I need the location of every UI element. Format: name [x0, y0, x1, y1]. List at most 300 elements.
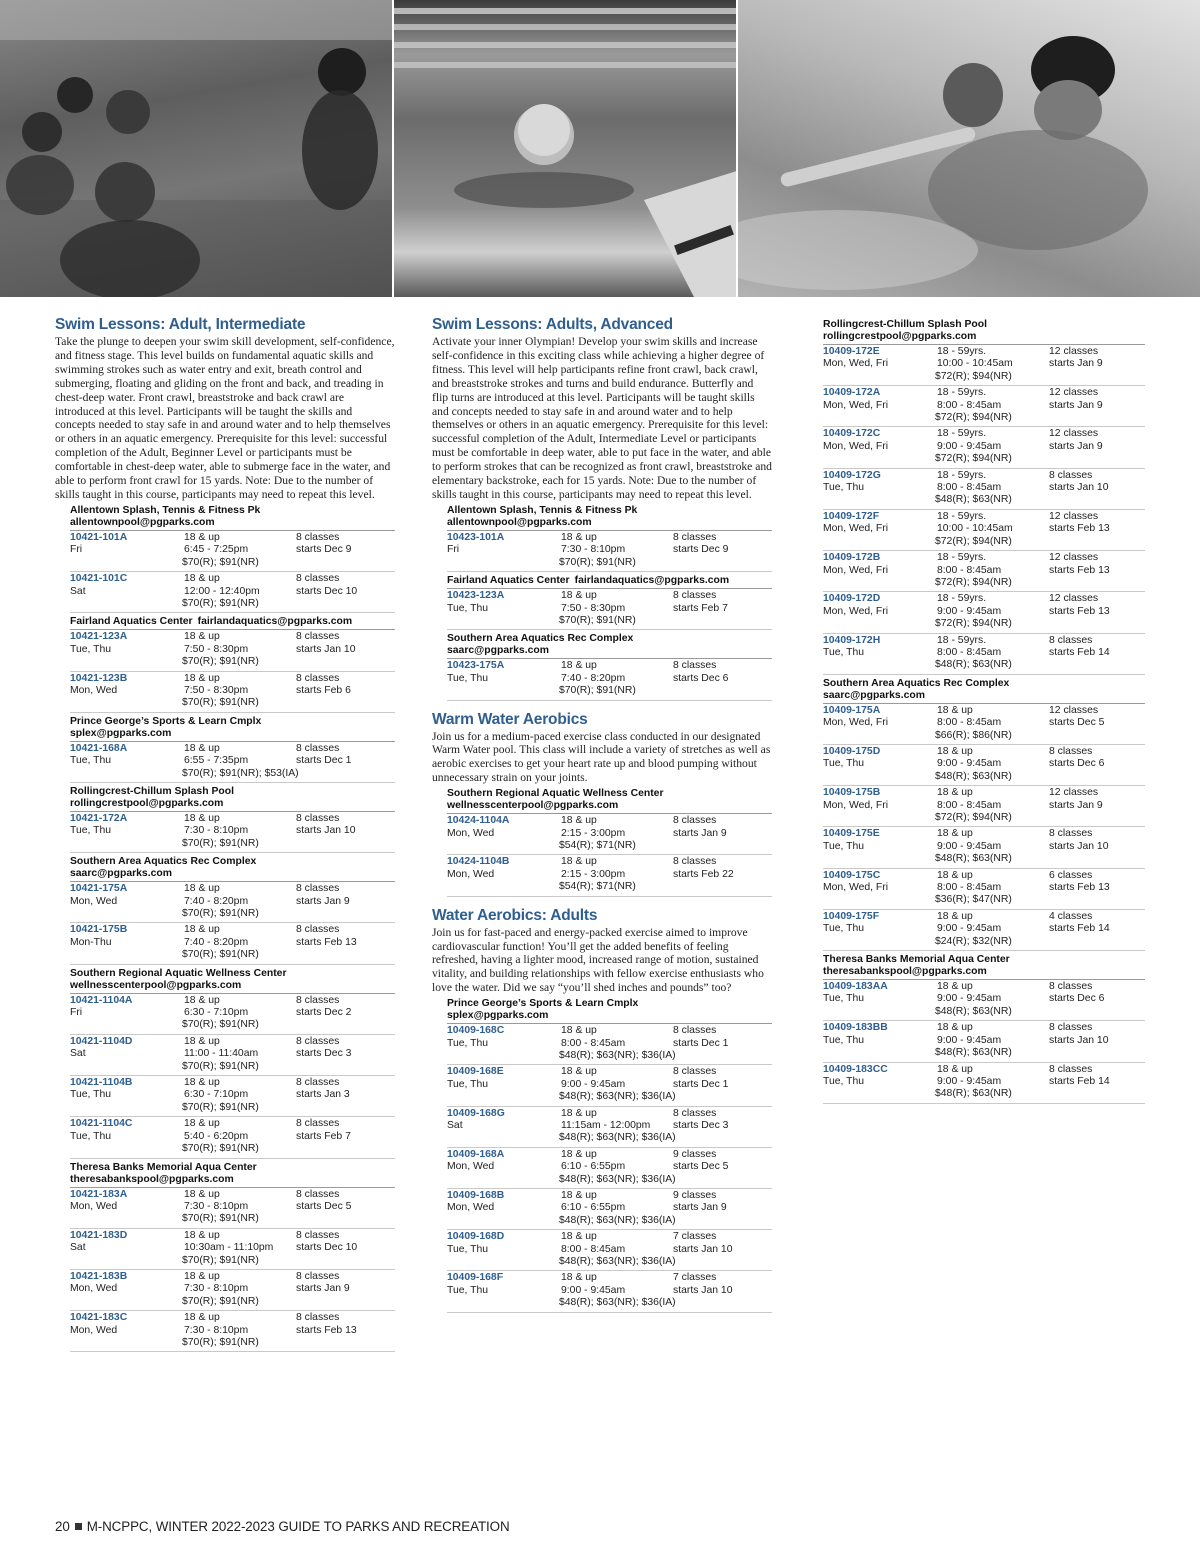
meeting-time: 7:50 - 8:30pm: [184, 684, 249, 696]
meeting-days: Sat: [70, 585, 86, 597]
fee: $70(R); $91(NR): [182, 1336, 259, 1348]
class-count: 8 classes: [296, 994, 340, 1006]
location-email[interactable]: splex@pgparks.com: [447, 1010, 549, 1022]
class-row-line-2: [70, 685, 395, 697]
class-row-line-1: [447, 1025, 772, 1037]
course-code[interactable]: 10421-175A: [70, 883, 128, 895]
course-code[interactable]: 10409-183BB: [823, 1022, 888, 1034]
start-date: starts Dec 1: [673, 1078, 729, 1090]
class-count: 8 classes: [296, 1035, 340, 1047]
course-code[interactable]: 10409-175E: [823, 828, 880, 840]
class-count: 8 classes: [673, 856, 717, 868]
meeting-time: 9:00 - 9:45am: [937, 440, 1002, 452]
fee: $66(R); $86(NR): [935, 729, 1012, 741]
section-description: Activate your inner Olympian! Develop your swim skills and increase self-confidence in this exciting class while achieving a higher degree of fitness. This level will help participants refine front crawl, back crawl, and breaststroke strokes and turns and build endurance. Butterfly and flip turns are introduced at this level. Participants will be taught skills and concepts needed to stay safe in and around water and to help themselves or others in an aquatic emergency. Prerequisite for this level: successful completion of the Adult, Intermediate Level or participants must be comfortable in deep water, able to put face in the water, and able to perform strokes that can be recognized as front crawl, breaststroke and elementary backstroke, each for 15 yards. Note: Due to the number of skills taught in this course, participants may need to repeat this level.: [432, 335, 772, 501]
class-row: [447, 659, 772, 700]
location-email[interactable]: splex@pgparks.com: [70, 727, 172, 739]
class-row-line-1: [447, 1231, 772, 1243]
class-count: 8 classes: [673, 1107, 717, 1119]
class-row-line-2: [823, 523, 1145, 535]
meeting-days: Mon, Wed, Fri: [823, 399, 889, 411]
meeting-time: 7:40 - 8:20pm: [184, 895, 249, 907]
meeting-time: 7:50 - 8:30pm: [184, 643, 249, 655]
class-count: 12 classes: [1049, 387, 1099, 399]
course-code[interactable]: 10409-168A: [447, 1148, 505, 1160]
class-count: 8 classes: [673, 1025, 717, 1037]
course-code[interactable]: 10424-1104B: [447, 856, 510, 868]
location-block: [70, 716, 395, 783]
class-row-line-1: [447, 1272, 772, 1284]
age-range: 18 & up: [184, 1270, 220, 1282]
start-date: starts Feb 13: [296, 936, 357, 948]
class-row-line-2: [70, 1201, 395, 1213]
class-row-line-2: [447, 544, 772, 556]
course-code[interactable]: 10421-1104C: [70, 1118, 133, 1130]
class-count: 8 classes: [296, 742, 340, 754]
class-count: 9 classes: [673, 1148, 717, 1160]
fee: $70(R); $91(NR): [559, 614, 636, 626]
meeting-days: Tue, Thu: [823, 993, 865, 1005]
location-email[interactable]: rollingcrestpool@pgparks.com: [70, 797, 224, 809]
photo-strip: [0, 0, 1200, 297]
fee: $70(R); $91(NR); $53(IA): [182, 767, 299, 779]
instructor-assist-photo: [738, 0, 1200, 297]
location-email[interactable]: saarc@pgparks.com: [823, 689, 925, 701]
course-code[interactable]: 10421-123A: [70, 631, 128, 643]
class-row-line-1: [70, 1271, 395, 1283]
course-code[interactable]: 10423-123A: [447, 590, 505, 602]
course-code[interactable]: 10409-175C: [823, 869, 881, 881]
start-date: starts Dec 9: [673, 544, 729, 556]
class-count: 8 classes: [296, 631, 340, 643]
course-code[interactable]: 10421-123B: [70, 672, 128, 684]
course-code[interactable]: 10409-183CC: [823, 1063, 888, 1075]
course-code[interactable]: 10421-101A: [70, 531, 128, 543]
location-block: [447, 575, 772, 630]
location-name: Theresa Banks Memorial Aqua Center: [823, 954, 1010, 966]
class-row-line-2: [70, 896, 395, 908]
fee: $70(R); $91(NR): [182, 1019, 259, 1031]
course-code[interactable]: 10421-172A: [70, 812, 128, 824]
class-row: [447, 1230, 772, 1271]
swim-class-photo: [0, 0, 392, 297]
class-row-line-1: [823, 828, 1145, 840]
class-count: 6 classes: [1049, 869, 1093, 881]
location-email[interactable]: fairlandaquatics@pgparks.com: [574, 575, 730, 587]
start-date: starts Feb 6: [296, 684, 351, 696]
start-date: starts Dec 2: [296, 1007, 352, 1019]
start-date: starts Feb 14: [1049, 923, 1110, 935]
meeting-time: 8:00 - 8:45am: [561, 1243, 626, 1255]
class-row-line-1: [70, 673, 395, 685]
course-code[interactable]: 10409-175B: [823, 787, 881, 799]
meeting-days: Tue, Thu: [70, 1130, 112, 1142]
fee: $70(R); $91(NR): [182, 1295, 259, 1307]
course-code[interactable]: 10409-172G: [823, 469, 881, 481]
location-email[interactable]: allentownpool@pgparks.com: [70, 516, 215, 528]
class-row: [70, 630, 395, 671]
class-count: 8 classes: [296, 1077, 340, 1089]
course-code[interactable]: 10421-1104D: [70, 1035, 133, 1047]
course-code[interactable]: 10409-183AA: [823, 981, 888, 993]
class-row: [823, 345, 1145, 386]
section-title: Water Aerobics: Adults: [432, 906, 598, 924]
class-row-line-2: [823, 841, 1145, 853]
location-header: [447, 788, 772, 814]
location-name: Allentown Splash, Tennis & Fitness Pk: [70, 504, 261, 516]
class-row-line-1: [447, 815, 772, 827]
class-row-line-1: [70, 813, 395, 825]
fee: $48(R); $63(NR); $36(IA): [559, 1214, 676, 1226]
start-date: starts Dec 1: [673, 1037, 729, 1049]
class-row-line-1: [70, 924, 395, 936]
age-range: 18 & up: [561, 1107, 597, 1119]
age-range: 18 & up: [937, 828, 973, 840]
class-row-line-1: [823, 746, 1145, 758]
location-email[interactable]: saarc@pgparks.com: [70, 868, 172, 880]
class-row: [447, 589, 772, 630]
course-code[interactable]: 10421-175B: [70, 924, 128, 936]
age-range: 18 & up: [937, 1022, 973, 1034]
course-code[interactable]: 10409-175F: [823, 910, 880, 922]
class-row: [447, 1271, 772, 1312]
class-row-line-1: [70, 532, 395, 544]
class-row-line-1: [823, 635, 1145, 647]
class-row-line-1: [70, 1077, 395, 1089]
meeting-days: Tue, Thu: [823, 923, 865, 935]
meeting-days: Tue, Thu: [447, 1243, 489, 1255]
fee: $72(R); $94(NR): [935, 576, 1012, 588]
fee: $48(R); $63(NR): [935, 494, 1012, 506]
location-email[interactable]: wellnesscenterpool@pgparks.com: [447, 800, 619, 812]
age-range: 18 & up: [184, 1188, 220, 1200]
class-count: 12 classes: [1049, 704, 1099, 716]
class-row-line-2: [447, 1038, 772, 1050]
meeting-time: 7:30 - 8:10pm: [184, 825, 249, 837]
location-block: [823, 954, 1145, 1104]
section-description: Join us for a medium-paced exercise class conducted in our designated Warm Water pool. This class will include a variety of stretches as well as aerobic exercises to get your heart rate up and blood pumping without unnecessary strain on your joints.: [432, 729, 771, 785]
course-code[interactable]: 10409-172A: [823, 387, 881, 399]
class-row: [70, 1117, 395, 1158]
fee: $48(R); $63(NR): [935, 659, 1012, 671]
course-code[interactable]: 10424-1104A: [447, 815, 510, 827]
meeting-time: 8:00 - 8:45am: [937, 646, 1002, 658]
start-date: starts Dec 3: [296, 1048, 352, 1060]
location-header: [447, 998, 772, 1024]
course-code[interactable]: 10421-183B: [70, 1270, 128, 1282]
course-code[interactable]: 10421-183A: [70, 1188, 128, 1200]
class-row: [70, 1311, 395, 1352]
location-email[interactable]: allentownpool@pgparks.com: [447, 516, 592, 528]
course-code[interactable]: 10423-175A: [447, 660, 505, 672]
course-code[interactable]: 10421-183D: [70, 1229, 128, 1241]
class-row-line-2: [447, 828, 772, 840]
course-code[interactable]: 10409-175A: [823, 704, 881, 716]
class-count: 8 classes: [1049, 634, 1093, 646]
class-row: [447, 814, 772, 855]
page-number: 20: [55, 1519, 70, 1534]
meeting-time: 6:10 - 6:55pm: [561, 1202, 626, 1214]
meeting-days: Mon, Wed: [70, 684, 118, 696]
location-block: [70, 968, 395, 1159]
class-row: [70, 1035, 395, 1076]
class-row-line-1: [70, 1189, 395, 1201]
meeting-time: 11:15am - 12:00pm: [561, 1119, 651, 1131]
meeting-time: 11:00 - 11:40am: [184, 1048, 259, 1060]
age-range: 18 & up: [561, 1272, 597, 1284]
class-row-line-2: [447, 1285, 772, 1297]
meeting-time: 9:00 - 9:45am: [937, 1034, 1002, 1046]
class-count: 8 classes: [1049, 981, 1093, 993]
meeting-time: 6:30 - 7:10pm: [184, 1089, 249, 1101]
course-code[interactable]: 10409-172F: [823, 510, 880, 522]
class-row-line-1: [447, 1190, 772, 1202]
class-row-line-1: [823, 470, 1145, 482]
location-name: Southern Area Aquatics Rec Complex: [447, 633, 634, 645]
section-title: Swim Lessons: Adults, Advanced: [432, 316, 673, 333]
meeting-days: Mon, Wed: [447, 827, 495, 839]
start-date: starts Jan 10: [673, 1284, 733, 1296]
age-range: 18 & up: [561, 590, 597, 602]
location-email[interactable]: wellnesscenterpool@pgparks.com: [70, 979, 242, 991]
course-code[interactable]: 10421-1104A: [70, 994, 133, 1006]
class-row-line-1: [823, 981, 1145, 993]
column-2: [432, 312, 772, 1313]
course-code[interactable]: 10409-168G: [447, 1107, 505, 1119]
start-date: starts Jan 10: [1049, 840, 1109, 852]
meeting-days: Mon, Wed: [70, 1200, 118, 1212]
location-header: [447, 633, 772, 659]
fee: $70(R); $91(NR): [182, 1213, 259, 1225]
meeting-time: 8:00 - 8:45am: [937, 717, 1002, 729]
meeting-days: Tue, Thu: [447, 602, 489, 614]
fee: $48(R); $63(NR): [935, 1005, 1012, 1017]
class-row: [70, 1076, 395, 1117]
class-count: 8 classes: [296, 883, 340, 895]
meeting-time: 9:00 - 9:45am: [937, 758, 1002, 770]
class-row: [823, 786, 1145, 827]
course-code[interactable]: 10409-172D: [823, 593, 881, 605]
class-row-line-2: [70, 586, 395, 598]
age-range: 18 & up: [184, 994, 220, 1006]
start-date: starts Jan 9: [1049, 440, 1103, 452]
course-code[interactable]: 10409-172H: [823, 634, 881, 646]
class-row-line-1: [823, 552, 1145, 564]
class-row: [823, 634, 1145, 675]
class-row-line-2: [70, 1089, 395, 1101]
meeting-days: Tue, Thu: [823, 758, 865, 770]
course-code[interactable]: 10421-168A: [70, 742, 128, 754]
fee: $48(R); $63(NR); $36(IA): [559, 1091, 676, 1103]
fee: $48(R); $63(NR): [935, 1088, 1012, 1100]
fee: $70(R); $91(NR): [182, 597, 259, 609]
location-name: Fairland Aquatics Center: [447, 575, 570, 587]
start-date: starts Feb 13: [1049, 523, 1110, 535]
class-row-line-2: [823, 647, 1145, 659]
class-row: [823, 1063, 1145, 1104]
meeting-time: 9:00 - 9:45am: [937, 923, 1002, 935]
class-row-line-1: [70, 631, 395, 643]
age-range: 18 - 59yrs.: [937, 346, 987, 357]
location-email[interactable]: rollingcrestpool@pgparks.com: [823, 331, 977, 342]
class-row-line-2: [447, 1161, 772, 1173]
location-header: [70, 616, 395, 630]
meeting-days: Tue, Thu: [823, 482, 865, 494]
age-range: 18 & up: [184, 812, 220, 824]
location-name: Southern Regional Aquatic Wellness Center: [447, 788, 664, 800]
age-range: 18 & up: [561, 1190, 597, 1201]
age-range: 18 - 59yrs.: [937, 552, 987, 564]
location-name: Rollingcrest-Chillum Splash Pool: [70, 785, 234, 797]
start-date: starts Feb 7: [673, 602, 728, 614]
meeting-days: Sat: [70, 1242, 86, 1254]
course-code[interactable]: 10409-168E: [447, 1066, 504, 1078]
class-row-line-2: [823, 882, 1145, 894]
fee: $48(R); $63(NR); $36(IA): [559, 1049, 676, 1061]
age-range: 18 & up: [937, 745, 973, 757]
age-range: 18 & up: [184, 631, 220, 643]
class-row-line-1: [70, 1312, 395, 1324]
start-date: starts Dec 5: [1049, 717, 1105, 729]
course-code[interactable]: 10423-101A: [447, 531, 505, 543]
age-range: 18 & up: [561, 1231, 597, 1243]
location-block: [70, 1162, 395, 1353]
location-block: [447, 633, 772, 700]
class-row-line-1: [823, 787, 1145, 799]
class-count: 12 classes: [1049, 593, 1099, 605]
class-row-line-1: [823, 387, 1145, 399]
class-row-line-2: [823, 993, 1145, 1005]
meeting-days: Mon, Wed, Fri: [823, 564, 889, 576]
class-row-line-1: [823, 1064, 1145, 1076]
age-range: 18 & up: [561, 1066, 597, 1078]
class-count: 8 classes: [296, 1270, 340, 1282]
fee: $36(R); $47(NR): [935, 894, 1012, 906]
location-block: [70, 505, 395, 613]
start-date: starts Dec 9: [296, 544, 352, 556]
course-code[interactable]: 10421-1104B: [70, 1077, 133, 1089]
fee: $48(R); $63(NR); $36(IA): [559, 1256, 676, 1268]
course-code[interactable]: 10409-175D: [823, 745, 881, 757]
location-name: Fairland Aquatics Center: [70, 616, 193, 628]
start-date: starts Dec 5: [296, 1200, 352, 1212]
meeting-time: 8:00 - 8:45am: [937, 399, 1002, 411]
course-code[interactable]: 10409-168F: [447, 1272, 504, 1284]
class-row-line-2: [70, 1131, 395, 1143]
location-email[interactable]: theresabankspool@pgparks.com: [823, 966, 987, 978]
class-row-line-2: [823, 1076, 1145, 1088]
start-date: starts Jan 3: [296, 1089, 350, 1101]
class-row-line-2: [447, 869, 772, 881]
course-code[interactable]: 10421-183C: [70, 1312, 128, 1324]
class-row: [823, 510, 1145, 551]
age-range: 18 & up: [561, 1025, 597, 1037]
class-row-line-1: [823, 1022, 1145, 1034]
course-code[interactable]: 10409-172E: [823, 346, 880, 357]
fee: $72(R); $94(NR): [935, 535, 1012, 547]
class-row-line-2: [447, 603, 772, 615]
start-date: starts Dec 6: [1049, 993, 1105, 1005]
location-block: [70, 786, 395, 853]
age-range: 18 & up: [937, 869, 973, 881]
meeting-days: Mon, Wed: [447, 1202, 495, 1214]
start-date: starts Jan 9: [673, 1202, 727, 1214]
class-row: [70, 923, 395, 964]
location-email[interactable]: saarc@pgparks.com: [447, 645, 549, 657]
class-row-line-2: [70, 755, 395, 767]
course-code[interactable]: 10409-172C: [823, 428, 881, 440]
class-row: [70, 572, 395, 613]
class-count: 7 classes: [673, 1231, 717, 1243]
class-row: [447, 1024, 772, 1065]
course-code[interactable]: 10409-172B: [823, 552, 881, 564]
start-date: starts Jan 9: [296, 1283, 350, 1295]
fee: $70(R); $91(NR): [182, 697, 259, 709]
location-block: [70, 616, 395, 712]
meeting-time: 8:00 - 8:45am: [937, 564, 1002, 576]
start-date: starts Feb 13: [1049, 605, 1110, 617]
meeting-time: 9:00 - 9:45am: [937, 993, 1002, 1005]
location-email[interactable]: theresabankspool@pgparks.com: [70, 1173, 234, 1185]
course-code[interactable]: 10409-168B: [447, 1190, 505, 1201]
column-3: [823, 316, 1145, 1104]
course-code[interactable]: 10421-101C: [70, 573, 128, 585]
location-email[interactable]: fairlandaquatics@pgparks.com: [197, 616, 353, 628]
section-locations: [432, 505, 772, 701]
class-row: [823, 1021, 1145, 1062]
meeting-time: 7:50 - 8:30pm: [561, 602, 626, 614]
class-row: [823, 910, 1145, 951]
fee: $48(R); $63(NR); $36(IA): [559, 1173, 676, 1185]
class-row-line-1: [70, 573, 395, 585]
fee: $48(R); $63(NR); $36(IA): [559, 1132, 676, 1144]
age-range: 18 - 59yrs.: [937, 428, 987, 440]
class-row: [70, 882, 395, 923]
location-name: Prince George’s Sports & Learn Cmplx: [70, 715, 262, 727]
location-block: [823, 678, 1145, 951]
start-date: starts Feb 14: [1049, 646, 1110, 658]
section: [432, 907, 772, 1313]
location-header: [823, 678, 1145, 704]
start-date: starts Dec 6: [673, 672, 729, 684]
location-name: Southern Area Aquatics Rec Complex: [70, 856, 257, 868]
class-row-line-1: [447, 590, 772, 602]
meeting-time: 7:40 - 8:20pm: [561, 672, 626, 684]
class-row: [823, 980, 1145, 1021]
location-header: [823, 319, 1145, 345]
course-code[interactable]: 10409-168D: [447, 1231, 505, 1243]
section-description: Take the plunge to deepen your swim skill development, self-confidence, and fitness stage. This level builds on fundamental aquatic skills and swimming strokes such as water entry and exit, breath control and submerging, floating and gliding on the front and back, and treading in chest-deep water. Front crawl, breaststroke and back crawl are introduced at this level. Participants will be taught the skills and concepts needed to stay safe in and around water and to help themselves or others in an aquatic emergency. Prerequisite for this level: successful completion of the Adult, Beginner Level or participants must be comfortable in chest-deep water, able to submerge face in the water, and able to perform front crawl for 15 yards. Note: Due to the number of skills taught in this course, participants may need to repeat this level.: [55, 335, 395, 501]
fee: $70(R); $91(NR): [182, 1143, 259, 1155]
class-row-line-2: [823, 358, 1145, 370]
class-row-line-1: [447, 660, 772, 672]
class-count: 8 classes: [296, 1188, 340, 1200]
class-row-line-2: [70, 1325, 395, 1337]
meeting-days: Fri: [70, 1007, 83, 1019]
class-row-line-1: [70, 1230, 395, 1242]
lap-pool-swimmer-photo: [392, 0, 738, 297]
location-header: [70, 856, 395, 882]
class-count: 8 classes: [296, 672, 340, 684]
location-name: Theresa Banks Memorial Aqua Center: [70, 1161, 257, 1173]
meeting-days: Tue, Thu: [823, 646, 865, 658]
class-count: 8 classes: [673, 660, 717, 672]
meeting-days: Sat: [70, 1048, 86, 1060]
class-row: [70, 1229, 395, 1270]
course-code[interactable]: 10409-168C: [447, 1025, 505, 1037]
age-range: 18 & up: [561, 815, 597, 827]
class-count: 8 classes: [1049, 745, 1093, 757]
